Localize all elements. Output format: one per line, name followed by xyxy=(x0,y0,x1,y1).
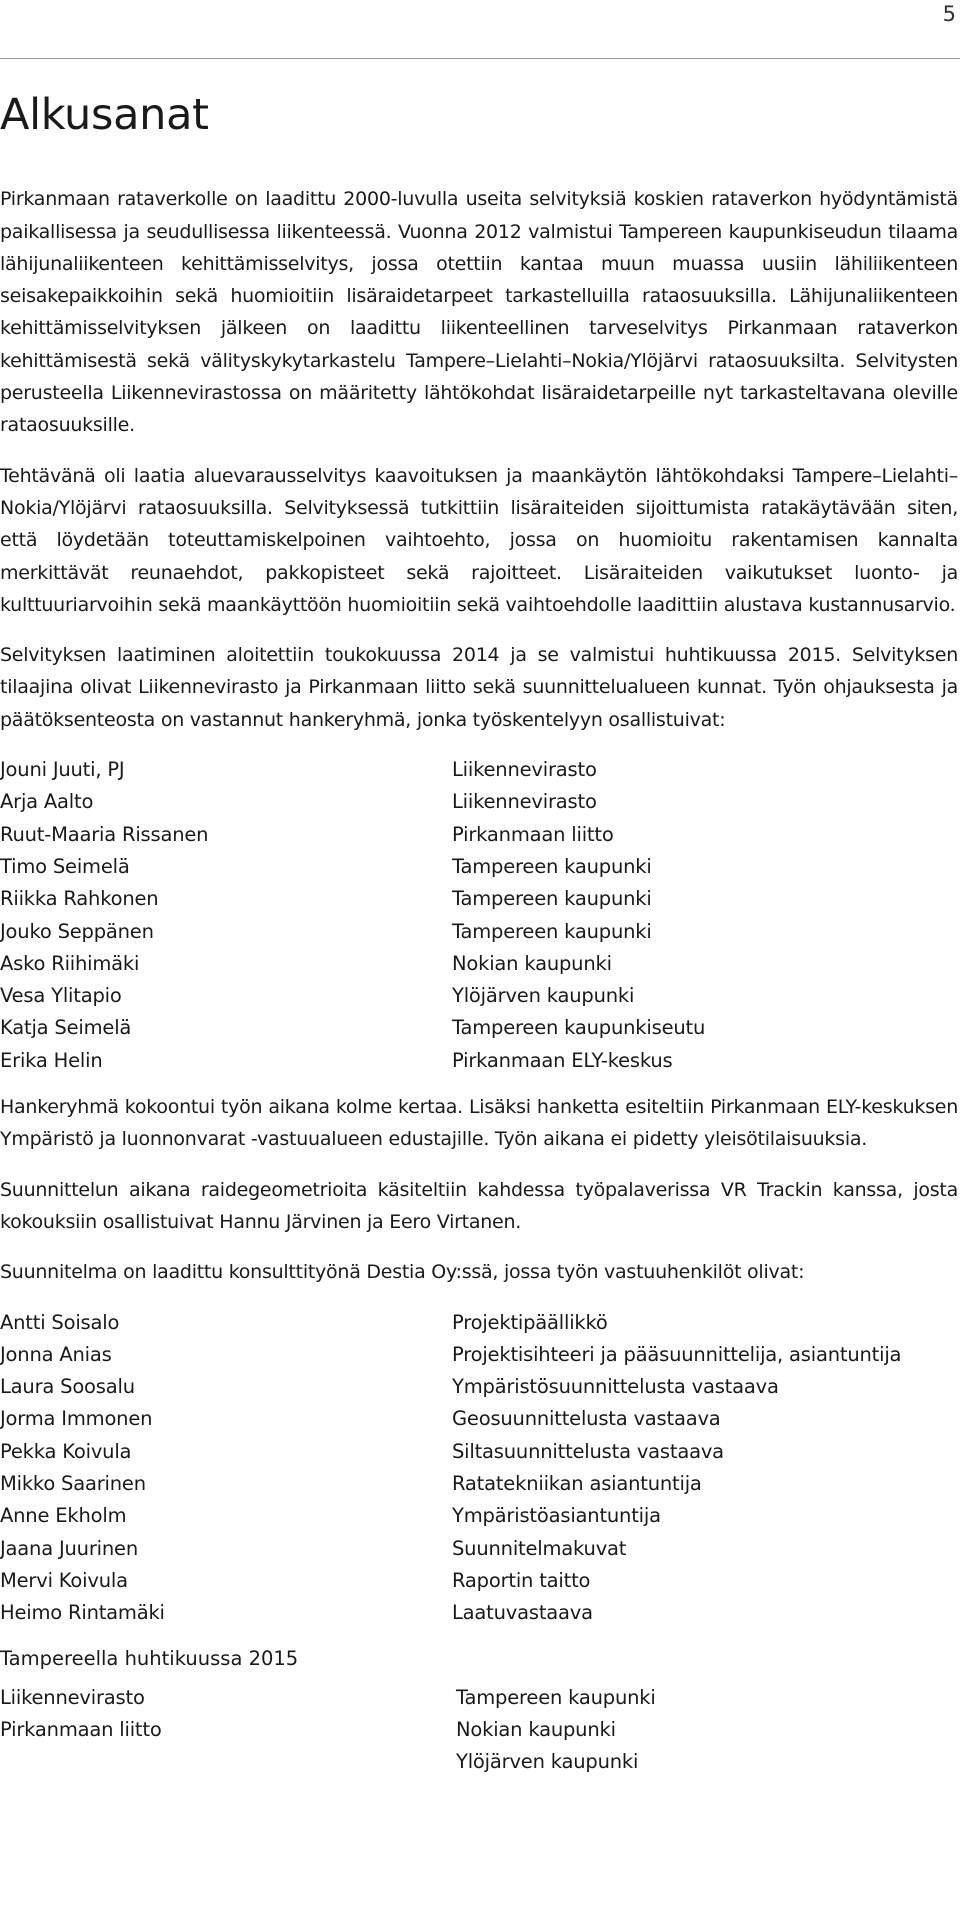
project-member-name: Timo Seimelä xyxy=(0,854,130,878)
consultant-role: Suunnitelmakuvat xyxy=(452,1536,627,1560)
project-member-name: Erika Helin xyxy=(0,1048,103,1072)
paragraph-consultant: Suunnitelma on laadittu konsulttityönä Destia Oy:ssä, jossa työn vastuuhenkilöt olivat: xyxy=(0,1261,805,1284)
document-body xyxy=(0,92,958,1793)
project-member-name: Vesa Ylitapio xyxy=(0,984,122,1008)
consultant-name: Jonna Anias xyxy=(0,1342,112,1366)
signatory: Ylöjärven kaupunki xyxy=(456,1750,639,1774)
consultant-name: Heimo Rintamäki xyxy=(0,1601,165,1625)
paragraph-task: Tehtävänä oli laatia aluevarausselvitys kaavoituksen ja maankäytön lähtökohdaksi Tampere–Lielahti–Nokia/Ylöjärvi rataosuuksilla. Selvityksessä tutkittiin lisäraiteiden sijoittumista ratakäytävään siten, että löydetään toteuttamiskelpoinen vaihtoehto, jossa on huomioitu rakentamisen kannalta merkittävät reunaehdot, pakkopisteet sekä rajoitteet. Lisäraiteiden vaikutukset luonto- ja kulttuuriarvoihin sekä maankäyttöön huomioitiin sekä vaihtoehdolle laadittiin alustava kustannusarvio. xyxy=(0,464,958,616)
signatory: Nokian kaupunki xyxy=(456,1718,616,1742)
consultant-list xyxy=(0,1307,958,1630)
project-member-org: Pirkanmaan liitto xyxy=(452,822,614,846)
consultant-role: Projektipäällikkö xyxy=(452,1310,608,1334)
project-member-name: Riikka Rahkonen xyxy=(0,887,159,911)
paragraph-meetings: Hankeryhmä kokoontui työn aikana kolme kertaa. Lisäksi hanketta esiteltiin Pirkanmaan ELY-keskuksen Ympäristö ja luonnonvarat -vastuualueen edustajille. Työn aikana ei pidetty yleisötilaisuuksia. xyxy=(0,1096,958,1151)
project-member-org: Liikennevirasto xyxy=(452,790,597,814)
consultant-name: Anne Ekholm xyxy=(0,1504,127,1528)
project-group-list xyxy=(0,754,958,1077)
project-member-org: Tampereen kaupunki xyxy=(452,854,652,878)
project-member-name: Asko Riihimäki xyxy=(0,951,140,975)
consultant-name: Jaana Juurinen xyxy=(0,1536,138,1560)
consultant-role: Ratatekniikan asiantuntija xyxy=(452,1471,702,1495)
consultant-name: Jorma Immonen xyxy=(0,1407,153,1431)
signatory: Tampereen kaupunki xyxy=(456,1685,656,1709)
place-and-date: Tampereella huhtikuussa 2015 xyxy=(0,1647,299,1671)
consultant-role: Laatuvastaava xyxy=(452,1601,593,1625)
consultant-name: Laura Soosalu xyxy=(0,1375,135,1399)
paragraph-background: Pirkanmaan rataverkolle on laadittu 2000-luvulla useita selvityksiä koskien rataverkon hyödyntämistä paikallisessa ja seudullisessa liikenteessä. Vuonna 2012 valmistui Tampereen kaupunkiseudun tilaama lähijunaliikenteen kehittämisselvitys, jossa otettiin kantaa muun muassa uusiin lähiliikenteen seisakepaikkoihin sekä huomioitiin lisäraidetarpeet tarkastelluilla rataosuuksilla. Lähijunaliikenteen kehittämisselvityksen jälkeen on laadittu liikenteellinen tarveselvitys Pirkanmaan rataverkon kehittämisestä sekä välityskykytarkastelu Tampere–Lielahti–Nokia/Ylöjärvi rataosuuksilta. Selvitysten perusteella Liikennevirastossa on määritetty lähtökohdat lisäraidetarpeille nyt tarkasteltavana oleville rataosuuksille. xyxy=(0,188,958,437)
consultant-role: Ympäristösuunnittelusta vastaava xyxy=(452,1375,779,1399)
project-member-name: Ruut-Maaria Rissanen xyxy=(0,822,209,846)
project-member-org: Nokian kaupunki xyxy=(452,951,612,975)
signatory: Pirkanmaan liitto xyxy=(0,1718,162,1742)
page-title: Alkusanat xyxy=(0,90,209,140)
consultant-name: Mervi Koivula xyxy=(0,1568,128,1592)
consultant-role: Raportin taitto xyxy=(452,1568,591,1592)
header-divider xyxy=(0,58,960,59)
project-member-name: Arja Aalto xyxy=(0,790,94,814)
project-member-org: Pirkanmaan ELY-keskus xyxy=(452,1048,673,1072)
page-number: 5 xyxy=(942,2,956,26)
consultant-role: Geosuunnittelusta vastaava xyxy=(452,1407,721,1431)
signatories xyxy=(0,1682,958,1779)
paragraph-vr-track: Suunnittelun aikana raidegeometrioita käsiteltiin kahdessa työpalaverissa VR Trackin kanssa, josta kokouksiin osallistuivat Hannu Järvinen ja Eero Virtanen. xyxy=(0,1178,958,1233)
project-member-name: Jouko Seppänen xyxy=(0,919,154,943)
project-member-org: Tampereen kaupunki xyxy=(452,887,652,911)
project-member-org: Liikennevirasto xyxy=(452,758,597,782)
project-member-org: Tampereen kaupunki xyxy=(452,919,652,943)
consultant-role: Siltasuunnittelusta vastaava xyxy=(452,1439,724,1463)
signatory: Liikennevirasto xyxy=(0,1685,145,1709)
consultant-name: Antti Soisalo xyxy=(0,1310,120,1334)
project-member-org: Ylöjärven kaupunki xyxy=(452,984,635,1008)
signatories-right xyxy=(456,1682,958,1779)
project-member-name: Katja Seimelä xyxy=(0,1016,132,1040)
signatories-left xyxy=(0,1682,456,1779)
project-member-org: Tampereen kaupunkiseutu xyxy=(452,1016,706,1040)
consultant-role: Projektisihteeri ja pääsuunnittelija, asiantuntija xyxy=(452,1342,902,1366)
consultant-name: Pekka Koivula xyxy=(0,1439,132,1463)
project-member-name: Jouni Juuti, PJ xyxy=(0,758,125,782)
paragraph-schedule: Selvityksen laatiminen aloitettiin toukokuussa 2014 ja se valmistui huhtikuussa 2015. Selvityksen tilaajina olivat Liikennevirasto ja Pirkanmaan liitto sekä suunnittelualueen kunnat. Työn ohjauksesta ja päätöksenteosta on vastannut hankeryhmä, jonka työskentelyyn osallistuivat: xyxy=(0,644,958,731)
consultant-role: Ympäristöasiantuntija xyxy=(452,1504,661,1528)
consultant-name: Mikko Saarinen xyxy=(0,1471,146,1495)
